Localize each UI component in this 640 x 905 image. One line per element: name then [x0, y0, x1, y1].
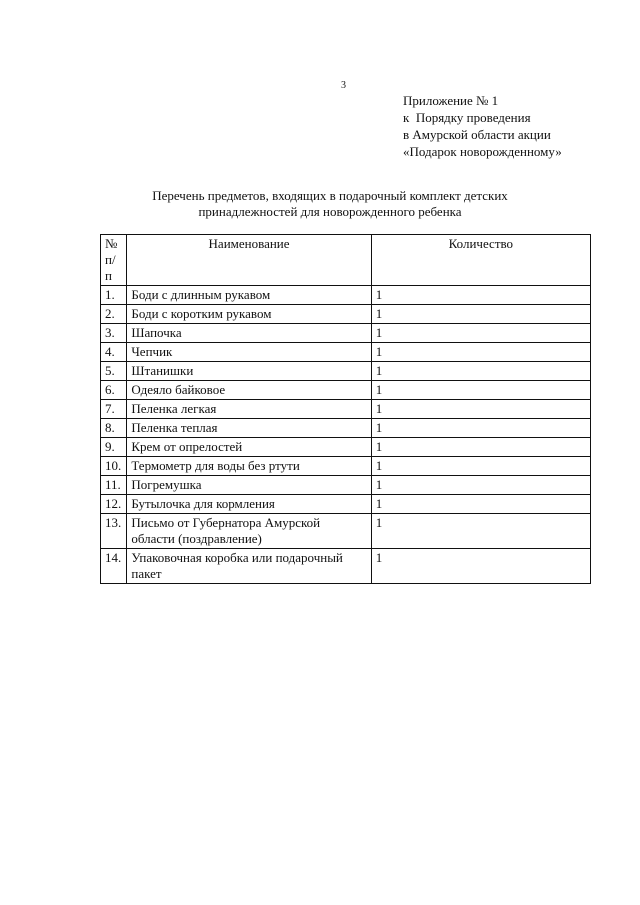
header-number-line1: № [105, 236, 118, 251]
row-quantity: 1 [371, 419, 590, 438]
table-row [101, 495, 591, 514]
table-header-row [101, 235, 591, 286]
row-quantity: 1 [371, 457, 590, 476]
appendix-block [403, 92, 562, 160]
document-title [120, 188, 540, 220]
row-name: Штанишки [127, 362, 371, 381]
row-name: Письмо от Губернатора Амурской области (поздравление) [127, 514, 371, 549]
row-number: 3. [101, 324, 127, 343]
table-row [101, 549, 591, 584]
row-name: Пеленка легкая [127, 400, 371, 419]
row-name: Боди с коротким рукавом [127, 305, 371, 324]
row-number: 6. [101, 381, 127, 400]
header-quantity: Количество [371, 235, 590, 286]
table-row [101, 381, 591, 400]
row-name: Термометр для воды без ртути [127, 457, 371, 476]
row-quantity: 1 [371, 400, 590, 419]
row-quantity: 1 [371, 324, 590, 343]
row-quantity: 1 [371, 476, 590, 495]
row-number: 5. [101, 362, 127, 381]
table-row [101, 343, 591, 362]
appendix-line: «Подарок новорожденному» [403, 144, 562, 159]
items-table [100, 234, 591, 584]
row-name: Пеленка теплая [127, 419, 371, 438]
row-name: Одеяло байковое [127, 381, 371, 400]
row-quantity: 1 [371, 362, 590, 381]
table-row [101, 286, 591, 305]
table-row [101, 476, 591, 495]
row-name: Чепчик [127, 343, 371, 362]
row-name: Погремушка [127, 476, 371, 495]
row-quantity: 1 [371, 514, 590, 549]
row-number: 9. [101, 438, 127, 457]
appendix-line: к Порядку проведения [403, 110, 531, 125]
header-number [101, 235, 127, 286]
row-name: Боди с длинным рукавом [127, 286, 371, 305]
row-number: 4. [101, 343, 127, 362]
appendix-line: в Амурской области акции [403, 127, 551, 142]
table-row [101, 305, 591, 324]
row-number: 1. [101, 286, 127, 305]
header-name: Наименование [127, 235, 371, 286]
table-row [101, 400, 591, 419]
appendix-line: Приложение № 1 [403, 93, 499, 108]
header-number-line2: п/п [105, 252, 116, 283]
title-line: Перечень предметов, входящих в подарочный комплект детских [152, 188, 508, 203]
table-row [101, 514, 591, 549]
table-row [101, 324, 591, 343]
row-quantity: 1 [371, 495, 590, 514]
title-line: принадлежностей для новорожденного ребенка [198, 204, 462, 219]
table-row [101, 438, 591, 457]
row-number: 11. [101, 476, 127, 495]
row-name: Крем от опрелостей [127, 438, 371, 457]
row-number: 10. [101, 457, 127, 476]
table-row [101, 362, 591, 381]
row-number: 7. [101, 400, 127, 419]
row-number: 2. [101, 305, 127, 324]
row-number: 12. [101, 495, 127, 514]
row-number: 13. [101, 514, 127, 549]
table-row [101, 457, 591, 476]
row-number: 8. [101, 419, 127, 438]
row-name: Бутылочка для кормления [127, 495, 371, 514]
table-row [101, 419, 591, 438]
row-name: Шапочка [127, 324, 371, 343]
row-quantity: 1 [371, 305, 590, 324]
row-quantity: 1 [371, 381, 590, 400]
row-name: Упаковочная коробка или подарочный пакет [127, 549, 371, 584]
row-number: 14. [101, 549, 127, 584]
row-quantity: 1 [371, 549, 590, 584]
page-number: 3 [341, 80, 346, 91]
row-quantity: 1 [371, 286, 590, 305]
row-quantity: 1 [371, 438, 590, 457]
row-quantity: 1 [371, 343, 590, 362]
